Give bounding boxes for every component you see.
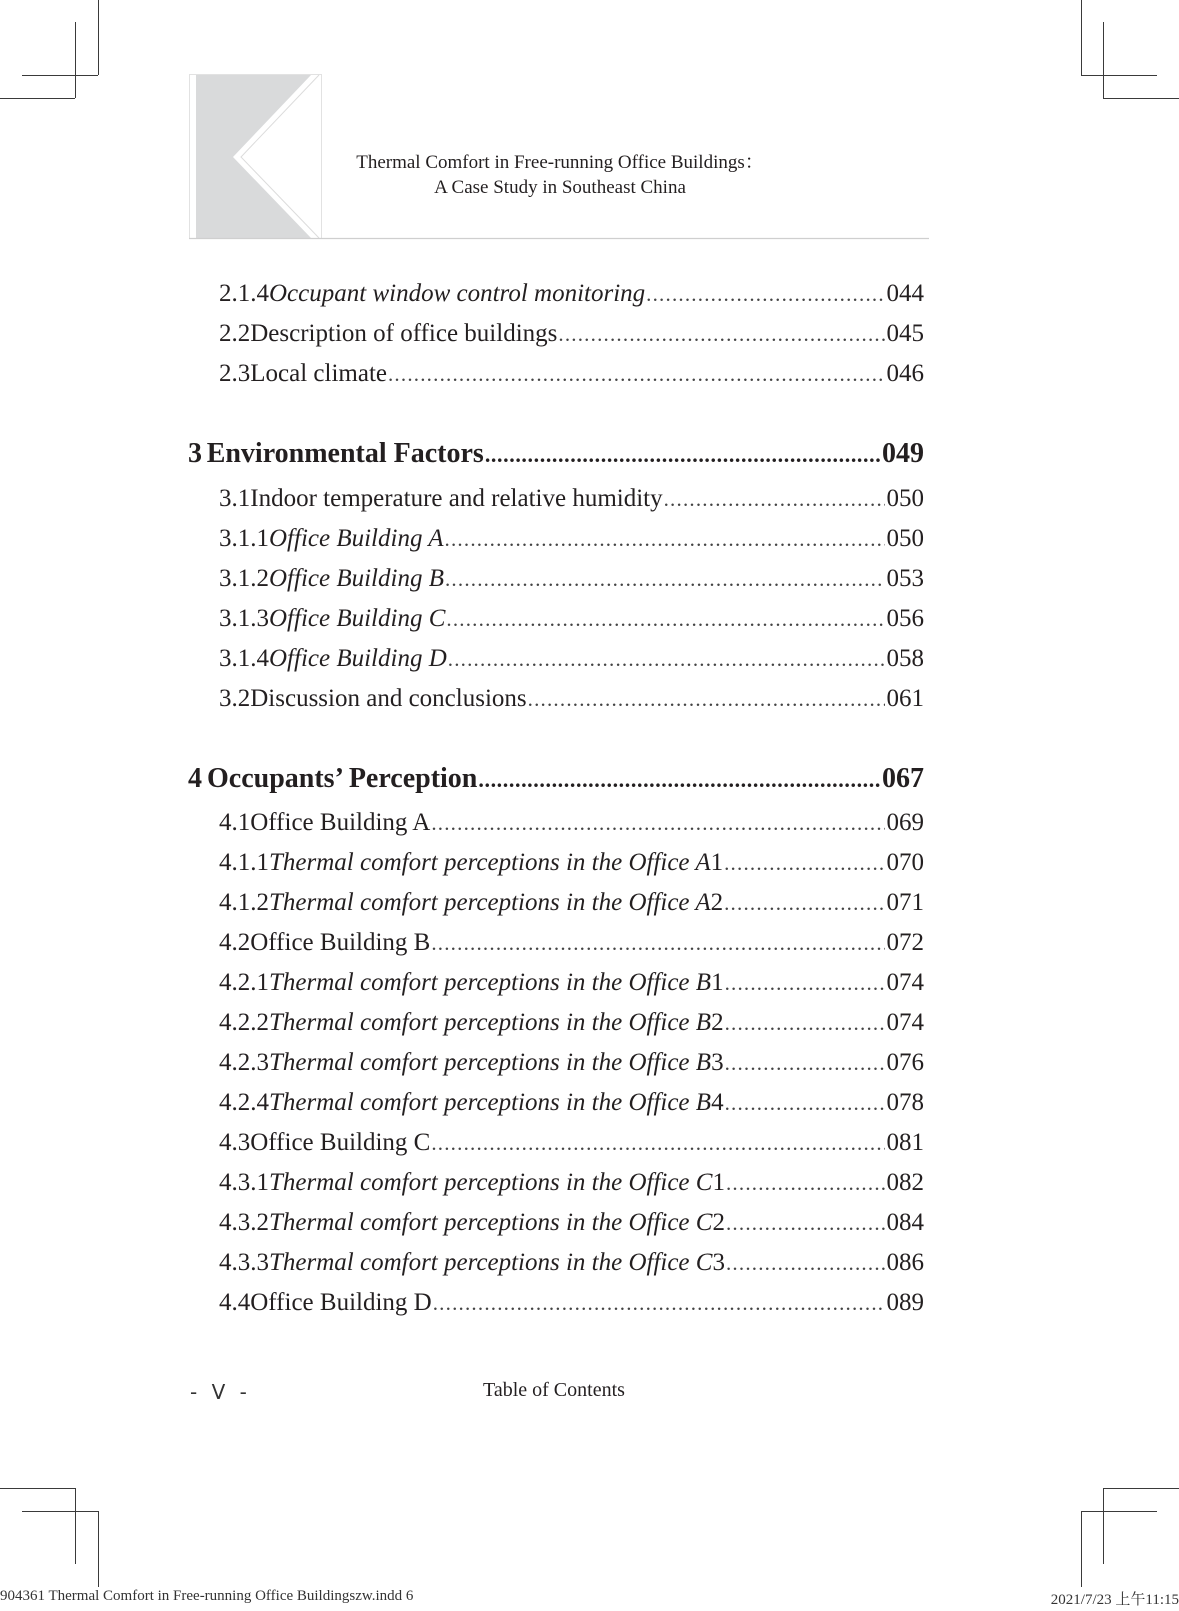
- chapter-title: Environmental Factors: [206, 438, 484, 469]
- entry-number: 4.3: [219, 1129, 251, 1156]
- entry-number: 2.2: [219, 320, 251, 347]
- entry-page: 053: [886, 565, 924, 592]
- toc-entry[interactable]: [219, 1208, 924, 1238]
- entry-title: Discussion and conclusions: [250, 685, 527, 712]
- print-slug-file-info: 904361 Thermal Comfort in Free-running Office Buildingszw.indd 6: [0, 1588, 414, 1604]
- entry-page: 082: [886, 1169, 924, 1196]
- entry-number: 4.1.1: [219, 849, 269, 876]
- crop-mark: [0, 1488, 75, 1489]
- crop-mark: [75, 22, 76, 98]
- entry-page: 078: [886, 1089, 924, 1116]
- entry-title: Office Building D: [269, 645, 447, 672]
- entry-page: 058: [886, 645, 924, 672]
- entry-title: Thermal comfort perceptions in the Office A2: [269, 889, 724, 916]
- crop-mark: [1103, 1488, 1179, 1489]
- entry-number: 4.2: [219, 929, 251, 956]
- entry-title: Office Building C: [250, 1129, 431, 1156]
- dot-leader: [445, 524, 885, 554]
- toc-entry[interactable]: [219, 808, 924, 838]
- crop-mark: [22, 1511, 98, 1512]
- dot-leader: [478, 765, 880, 795]
- toc-entry[interactable]: [219, 1248, 924, 1278]
- toc-entry[interactable]: [219, 644, 924, 674]
- entry-number: 4.3.2: [219, 1209, 269, 1236]
- entry-number: 3.1.4: [219, 645, 269, 672]
- toc-entry[interactable]: [219, 968, 924, 998]
- entry-page: 069: [886, 809, 924, 836]
- toc-entry[interactable]: [219, 928, 924, 958]
- crop-mark: [1103, 22, 1104, 98]
- toc-entry[interactable]: [219, 1008, 924, 1038]
- crop-mark: [75, 1488, 76, 1564]
- page-folio: - Ⅴ -: [190, 1380, 251, 1404]
- toc-entry[interactable]: [219, 604, 924, 634]
- dot-leader: [724, 848, 884, 878]
- dot-leader: [725, 1048, 885, 1078]
- entry-title: Office Building C: [269, 605, 446, 632]
- print-slug-timestamp: 2021/7/23 上午11:15: [1050, 1592, 1179, 1608]
- entry-page: 070: [886, 849, 924, 876]
- crop-mark: [1103, 1488, 1104, 1564]
- dot-leader: [726, 1168, 885, 1198]
- entry-page: 050: [886, 485, 924, 512]
- dot-leader: [445, 564, 885, 594]
- entry-page: 050: [886, 525, 924, 552]
- entry-title: Occupant window control monitoring: [269, 280, 646, 307]
- entry-number: 4.2.4: [219, 1089, 269, 1116]
- crop-mark: [22, 75, 98, 76]
- entry-page: 045: [886, 320, 924, 347]
- toc-entry[interactable]: [219, 1128, 924, 1158]
- crop-mark: [98, 0, 99, 75]
- dot-leader: [485, 440, 880, 470]
- entry-title: Thermal comfort perceptions in the Office A1: [269, 849, 724, 876]
- dot-leader: [528, 684, 885, 714]
- crop-mark: [1081, 1511, 1082, 1587]
- dot-leader: [726, 1248, 885, 1278]
- entry-title: Office Building D: [250, 1289, 432, 1316]
- running-title-line2: A Case Study in Southeast China: [434, 177, 686, 198]
- toc-chapter-entry[interactable]: [188, 439, 924, 469]
- entry-number: 4.2.1: [219, 969, 269, 996]
- toc-entry[interactable]: [219, 1088, 924, 1118]
- entry-title: Office Building A: [250, 809, 431, 836]
- dot-leader: [388, 359, 885, 389]
- footer-section-title: Table of Contents: [483, 1379, 625, 1401]
- entry-page: 084: [886, 1209, 924, 1236]
- entry-page: 074: [886, 1009, 924, 1036]
- entry-page: 046: [886, 360, 924, 387]
- entry-title: Thermal comfort perceptions in the Office C3: [269, 1249, 725, 1276]
- dot-leader: [646, 279, 884, 309]
- entry-page: 071: [886, 889, 924, 916]
- dot-leader: [431, 808, 884, 838]
- entry-number: 3.1.3: [219, 605, 269, 632]
- crop-mark: [1081, 75, 1157, 76]
- dot-leader: [433, 1288, 885, 1318]
- entry-title: Description of office buildings: [250, 320, 558, 347]
- entry-title: Local climate: [250, 360, 387, 387]
- crop-mark: [1081, 1511, 1157, 1512]
- entry-number: 4.3.3: [219, 1249, 269, 1276]
- dot-leader: [664, 484, 885, 514]
- dot-leader: [431, 1128, 884, 1158]
- toc-entry[interactable]: [219, 848, 924, 878]
- toc-chapter-entry[interactable]: [188, 764, 924, 794]
- entry-title: Thermal comfort perceptions in the Office C2: [269, 1209, 725, 1236]
- dot-leader: [558, 319, 884, 349]
- entry-number: 3.2: [219, 685, 251, 712]
- toc-entry[interactable]: [219, 1288, 924, 1318]
- toc-entry[interactable]: [219, 279, 924, 309]
- toc-entry[interactable]: [219, 319, 924, 349]
- entry-page: 056: [886, 605, 924, 632]
- entry-number: 4.1.2: [219, 889, 269, 916]
- dot-leader: [726, 1208, 885, 1238]
- entry-page: 044: [886, 280, 924, 307]
- entry-number: 4.1: [219, 809, 251, 836]
- chapter-title: Occupants’ Perception: [207, 763, 478, 794]
- running-title-line1: Thermal Comfort in Free-running Office Buildings：: [356, 152, 764, 173]
- toc-entry[interactable]: [219, 564, 924, 594]
- entry-number: 4.2.2: [219, 1009, 269, 1036]
- toc-entry[interactable]: [219, 484, 924, 514]
- dot-leader: [725, 1008, 885, 1038]
- crop-mark: [1081, 0, 1082, 75]
- entry-page: 074: [886, 969, 924, 996]
- entry-page: 049: [882, 438, 924, 469]
- toc-entry[interactable]: [219, 1048, 924, 1078]
- entry-page: 067: [882, 763, 924, 794]
- entry-title: Office Building B: [269, 565, 444, 592]
- entry-number: 2.1.4: [219, 280, 269, 307]
- dot-leader: [725, 1088, 885, 1118]
- entry-page: 061: [886, 685, 924, 712]
- entry-title: Indoor temperature and relative humidity: [250, 485, 663, 512]
- dot-leader: [725, 968, 885, 998]
- entry-number: 3.1.1: [219, 525, 269, 552]
- entry-title: Thermal comfort perceptions in the Office C1: [269, 1169, 725, 1196]
- toc-entry[interactable]: [219, 888, 924, 918]
- entry-page: 072: [886, 929, 924, 956]
- entry-title: Thermal comfort perceptions in the Office B3: [269, 1049, 724, 1076]
- entry-title: Thermal comfort perceptions in the Office B2: [269, 1009, 724, 1036]
- toc-entry[interactable]: [219, 684, 924, 714]
- entry-number: 3.1: [219, 485, 251, 512]
- crop-mark: [98, 1511, 99, 1587]
- toc-entry[interactable]: [219, 1168, 924, 1198]
- entry-number: 4.2.3: [219, 1049, 269, 1076]
- dot-leader: [448, 644, 885, 674]
- entry-title: Office Building B: [250, 929, 431, 956]
- running-title: [300, 150, 820, 200]
- entry-number: 3.1.2: [219, 565, 269, 592]
- dot-leader: [446, 604, 884, 634]
- toc-entry[interactable]: [219, 359, 924, 389]
- dot-leader: [724, 888, 884, 918]
- dot-leader: [431, 928, 884, 958]
- entry-page: 086: [886, 1249, 924, 1276]
- crop-mark: [1103, 98, 1179, 99]
- entry-page: 081: [886, 1129, 924, 1156]
- toc-entry[interactable]: [219, 524, 924, 554]
- entry-page: 089: [886, 1289, 924, 1316]
- entry-number: 4.4: [219, 1289, 251, 1316]
- entry-number: 4.3.1: [219, 1169, 269, 1196]
- entry-title: Office Building A: [269, 525, 444, 552]
- crop-mark: [0, 98, 75, 99]
- entry-title: Thermal comfort perceptions in the Office B4: [269, 1089, 724, 1116]
- chapter-number: 3: [188, 438, 202, 469]
- entry-number: 2.3: [219, 360, 251, 387]
- chapter-number: 4: [188, 763, 202, 794]
- entry-title: Thermal comfort perceptions in the Office B1: [269, 969, 724, 996]
- entry-page: 076: [886, 1049, 924, 1076]
